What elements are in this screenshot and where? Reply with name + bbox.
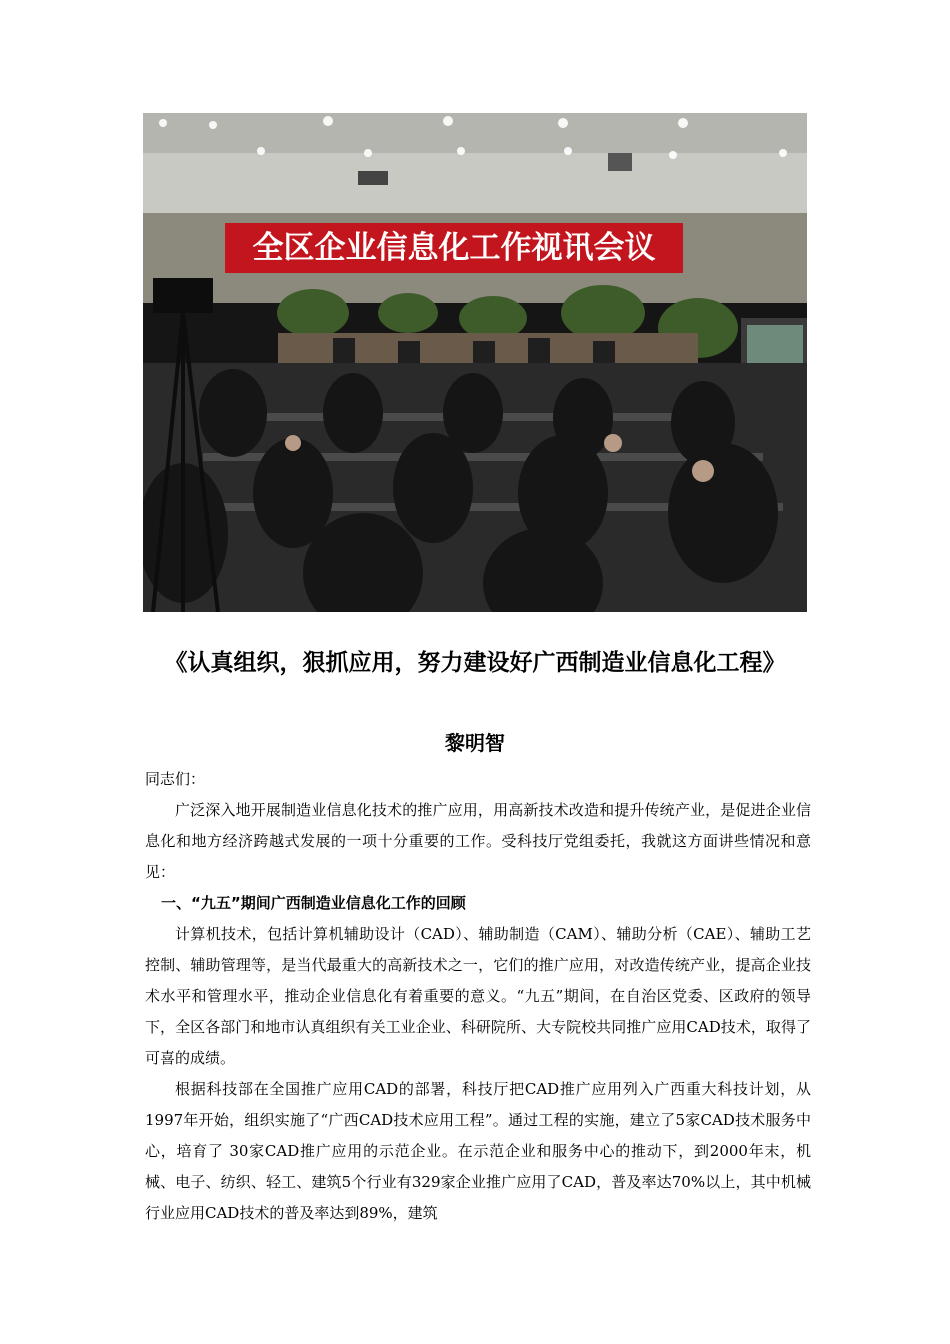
salutation: 同志们： [145, 770, 206, 788]
paragraph: 计算机技术，包括计算机辅助设计（CAD）、辅助制造（CAM）、辅助分析（CAE）、辅助工艺控制、辅助管理等，是当代最重大的高新技术之一，它们的推广应用，对改造传统产业，提高企业技术水平和管理水平，推动企业信息化有着重要的意义。“九五”期间，在自治区党委、区政府的领导下，全区各部门和地市认真组织有关工业企业、科研院所、大专院校共同推广应用CAD技术，取得了可喜的成绩。 [145, 925, 811, 1067]
document-title: 《认真组织，狠抓应用，努力建设好广西制造业信息化工程》 [164, 650, 786, 676]
paragraph: 根据科技部在全国推广应用CAD的部署，科技厅把CAD推广应用列入广西重大科技计划，从1997年开始，组织实施了“广西CAD技术应用工程”。通过工程的实施，建立了5家CAD技术服务中心，培育了 30家CAD推广应用的示范企业。在示范企业和服务中心的推动下，到2000年末，机械、电子、纺织、轻工、建筑5个行业有329家企业推广应用了CAD，普及率达70%以上，其中机械行业应用CAD技术的普及率达到89%，建筑 [145, 1080, 811, 1222]
section-heading: 一、“九五”期间广西制造业信息化工作的回顾 [161, 894, 466, 912]
paragraph: 广泛深入地开展制造业信息化技术的推广应用，用高新技术改造和提升传统产业，是促进企业信息化和地方经济跨越式发展的一项十分重要的工作。受科技厅党组委托，我就这方面讲些情况和意见： [145, 801, 811, 881]
document-body [145, 764, 811, 1229]
banner-text: 全区企业信息化工作视讯会议 [252, 230, 656, 266]
document-author: 黎明智 [445, 731, 505, 755]
conference-photo [143, 113, 807, 612]
